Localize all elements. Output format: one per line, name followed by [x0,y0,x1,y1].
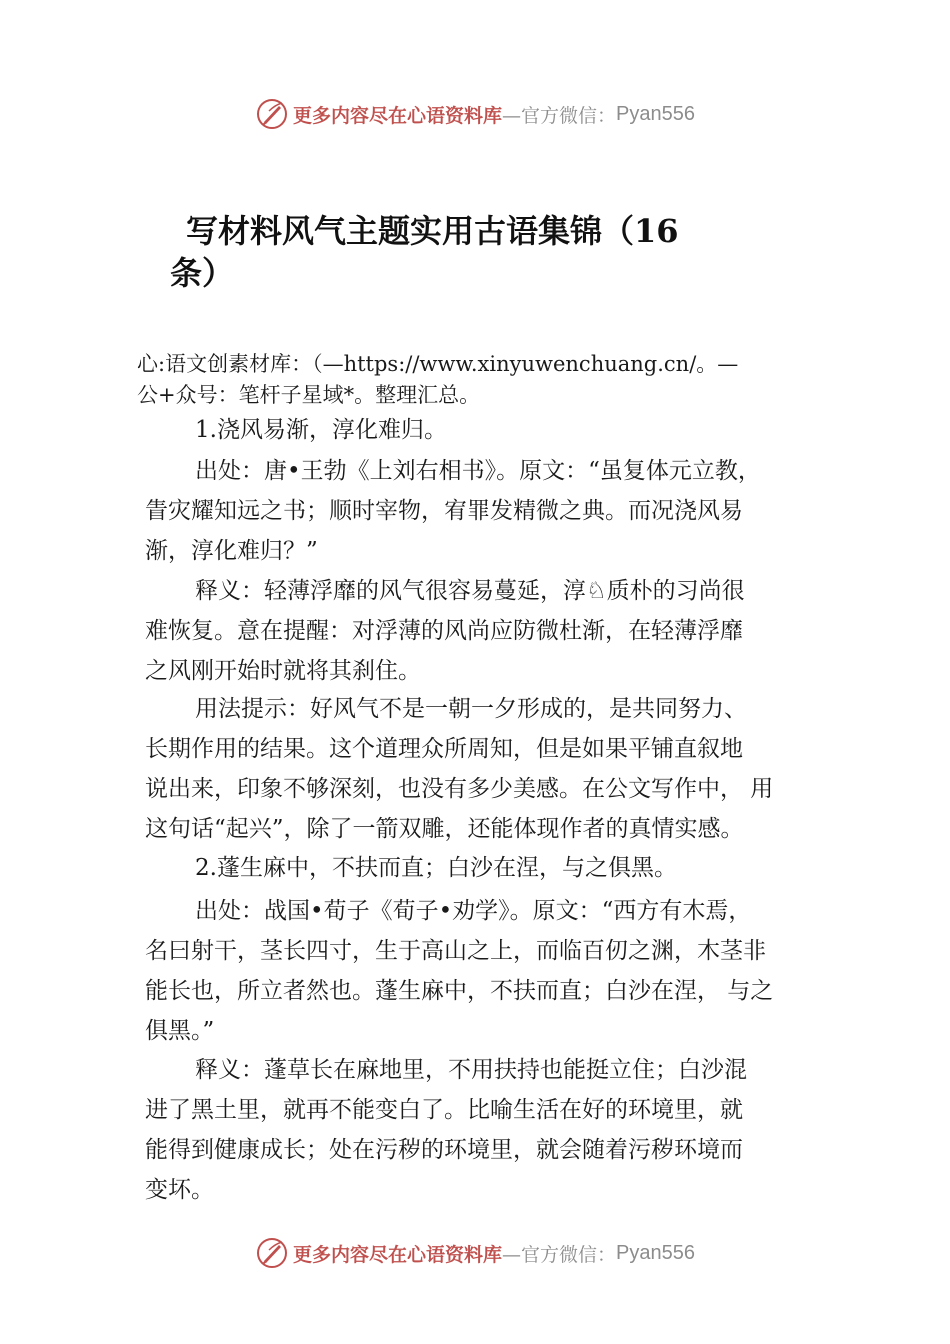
paragraph-line: 进了黑土里，就再不能变白了。比喻生活在好的环境里，就 [145,1097,743,1123]
paragraph-line: 之风刚开始时就将其刹住。 [145,658,421,684]
paragraph-line: 用法提示：好风气不是一朝一夕形成的，是共同努力、 [195,696,747,722]
quill-logo-icon [255,97,289,131]
quill-logo-icon [255,1236,289,1270]
banner-brand-text: 更多内容尽在心语资料库 [293,1243,503,1266]
banner-wechat-id: Pyan556 [616,102,695,125]
paragraph-line: 能长也，所立者然也。蓬生麻中，不扶而直；白沙在涅， 与之 [145,978,774,1004]
item-2-source-paragraph [145,891,825,1051]
item-1-usage-paragraph [145,689,825,849]
paragraph-line: 俱黑。” [145,1018,215,1044]
page-title [170,210,730,294]
item-1-heading [145,410,825,450]
paragraph-line: 出处：唐•王勃《上刘右相书》。原文：“虽复体元立教， [195,458,761,484]
paragraph-line: 释义：轻薄浮靡的风气很容易蔓延，淳♘质朴的习尚很 [195,578,745,604]
paragraph-line: 难恢复。意在提醒：对浮薄的风尚应防微杜渐，在轻薄浮靡 [145,618,743,644]
paragraph-line: 这句话“起兴”，除了一箭双雕，还能体现作者的真情实感。 [145,816,744,842]
item-heading-text: 1.浇风易渐，淳化难归。 [195,417,447,443]
footer-banner [0,1233,950,1273]
paragraph-line: 眚灾耀知远之书；顺时宰物，宥罪发精微之典。而况浇风易 [145,498,743,524]
paragraph-line: 渐，淳化难归？” [145,538,318,564]
item-1-source-paragraph [145,451,825,571]
item-2-meaning-paragraph [145,1050,825,1210]
banner-wechat-label: —官方微信： [502,1243,617,1266]
paragraph-line: 变坏。 [145,1177,214,1203]
banner-wechat-id: Pyan556 [616,1241,695,1264]
paragraph-line: 能得到健康成长；处在污秽的环境里，就会随着污秽环境而 [145,1137,743,1163]
paragraph-line: 说出来，印象不够深刻，也没有多少美感。在公文写作中， 用 [145,776,774,802]
source-note [137,349,847,411]
paragraph-line: 长期作用的结果。这个道理众所周知，但是如果平铺直叙地 [145,736,743,762]
item-2-heading [145,848,825,888]
source-line-2: 公+众号：笔杆子星域*。整理汇总。 [137,383,481,407]
paragraph-line: 出处：战国•荀子《荀子•劝学》。原文：“西方有木焉， [195,898,752,924]
item-heading-text: 2.蓬生麻中，不扶而直；白沙在涅，与之俱黑。 [195,855,677,881]
banner-wechat-label: —官方微信： [502,104,617,127]
title-line-1: 写材料风气主题实用古语集锦（16 [186,212,679,250]
paragraph-line: 名曰射干，茎长四寸，生于高山之上，而临百仞之渊，木茎非 [145,938,766,964]
item-1-meaning-paragraph [145,571,825,691]
paragraph-line: 释义：蓬草长在麻地里，不用扶持也能挺立住；白沙混 [195,1057,747,1083]
title-line-2: 条） [170,254,235,292]
banner-brand-text: 更多内容尽在心语资料库 [293,104,503,127]
header-banner [0,94,950,134]
source-line-1: 心:语文创素材库：（—https://www.xinyuwenchuang.cn/。— [137,352,739,376]
